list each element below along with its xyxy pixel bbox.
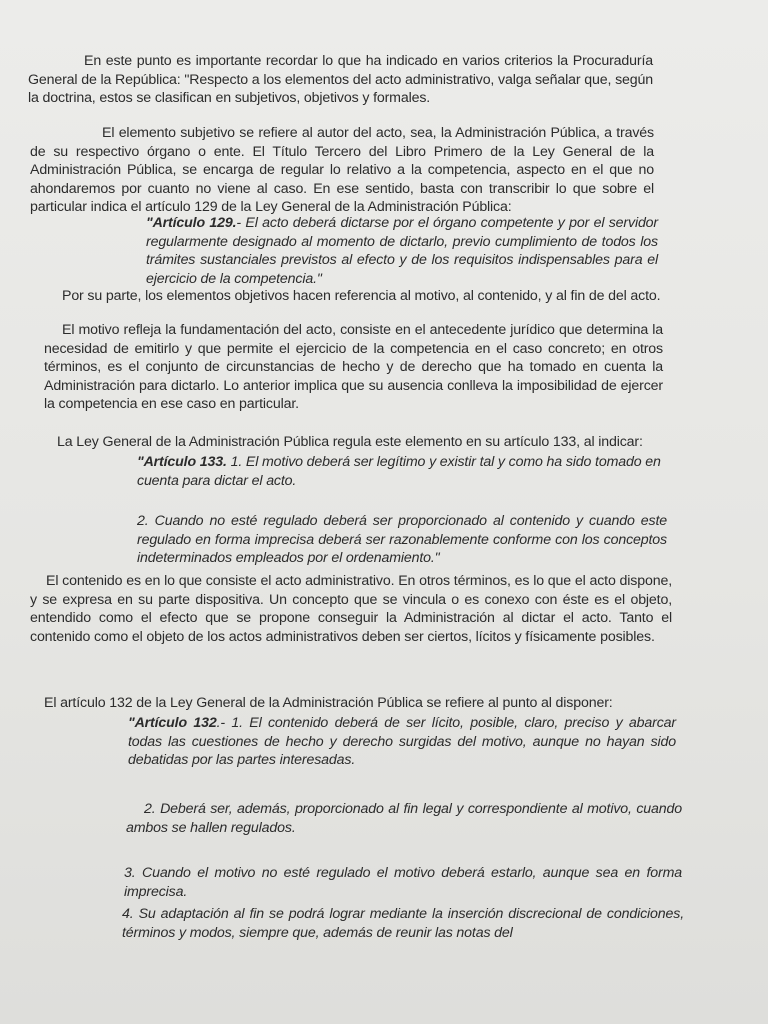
article-number: "Artículo 129.	[146, 215, 237, 231]
quote-text: 2. Deberá ser, además, proporcionado al fin legal y correspondiente al motivo, cuando ambos se hallen regulados.	[126, 801, 682, 836]
paragraph-text: El contenido es en lo que consiste el acto administrativo. En otros términos, es lo que el acto dispone, y se expresa en su parte dispositiva. Un concepto que se vincula o es conexo con éste es el objeto, entendido como el efecto que se propone conseguir la Administración al dictar el acto. Tanto el contenido como el objeto de los actos administrativos deben ser ciertos, lícitos y físicamente posibles.	[30, 573, 672, 645]
paragraph-text: Por su parte, los elementos objetivos hacen referencia al motivo, al contenido, y al fin de del acto.	[62, 288, 661, 304]
article-number: "Artículo 132	[128, 715, 217, 731]
paragraph-motivo	[44, 321, 663, 414]
quote-text: 4. Su adaptación al fin se podrá lograr mediante la inserción discrecional de condiciones, términos y modos, siempre que, además de reunir las notas del	[122, 906, 684, 941]
quote-text: .- 1. El contenido deberá de ser lícito, posible, claro, preciso y abarcar todas las cuestiones de hecho y derecho surgidas del motivo, aunque no hayan sido debatidas por las partes interesadas.	[128, 715, 676, 769]
paragraph-contenido	[30, 572, 672, 646]
paragraph-articulo-132-intro	[44, 694, 678, 713]
quote-articulo-133-1	[137, 453, 667, 490]
paragraph-text: El motivo refleja la fundamentación del acto, consiste en el antecedente jurídico que determina la necesidad de emitirlo y que permite el ejercicio de la competencia en el caso concreto; en otros términos, es el conjunto de circunstancias de hecho y de derecho que ha tomado en cuenta la Administración para dictarlo. Lo anterior implica que su ausencia conlleva la imposibilidad de ejercer la competencia en ese caso en particular.	[44, 322, 663, 413]
quote-articulo-132-3	[124, 864, 682, 901]
paragraph-elementos-objetivos	[62, 287, 662, 306]
quote-articulo-132-2	[126, 800, 682, 837]
paragraph-text: El artículo 132 de la Ley General de la Administración Pública se refiere al punto al disponer:	[44, 695, 613, 711]
quote-articulo-129	[146, 214, 658, 288]
paragraph-articulo-133-intro	[57, 433, 677, 452]
quote-articulo-132-4	[122, 905, 684, 942]
quote-articulo-133-2	[137, 512, 667, 568]
paragraph-text: La Ley General de la Administración Pública regula este elemento en su artículo 133, al indicar:	[57, 434, 643, 450]
quote-text: 1. El motivo deberá ser legítimo y existir tal y como ha sido tomado en cuenta para dictar el acto.	[137, 454, 661, 489]
quote-text: - El acto deberá dictarse por el órgano competente y por el servidor regularmente designado al momento de dictarlo, previo cumplimiento de todos los trámites sustanciales previstos al efecto y de los requisitos indispensables para el ejercicio de la competencia."	[146, 215, 658, 287]
quote-text: 2. Cuando no esté regulado deberá ser proporcionado al contenido y cuando este regulado en forma imprecisa deberá ser razonablemente conforme con los conceptos indeterminados empleados por el ordenamiento."	[137, 513, 667, 567]
paragraph-elemento-subjetivo	[30, 124, 654, 217]
quote-text: 3. Cuando el motivo no esté regulado el motivo deberá estarlo, aunque sea en forma imprecisa.	[124, 865, 682, 900]
paragraph-procuraduria	[28, 52, 653, 108]
article-number: "Artículo 133.	[137, 454, 227, 470]
quote-articulo-132-1	[128, 714, 676, 770]
paragraph-text: En este punto es importante recordar lo que ha indicado en varios criterios la Procuraduría General de la República: "Respecto a los elementos del acto administrativo, valga señalar que, según la doctrina, estos se clasifican en subjetivos, objetivos y formales.	[28, 53, 653, 107]
paragraph-text: El elemento subjetivo se refiere al autor del acto, sea, la Administración Pública, a través de su respectivo órgano o ente. El Título Tercero del Libro Primero de la Ley General de la Administración Pública, se encarga de regular lo relativo a la competencia, aspecto en el que no ahondaremos por cuanto no viene al caso. En ese sentido, basta con transcribir lo que sobre el particular indica el artículo 129 de la Ley General de la Administración Pública:	[30, 125, 654, 216]
